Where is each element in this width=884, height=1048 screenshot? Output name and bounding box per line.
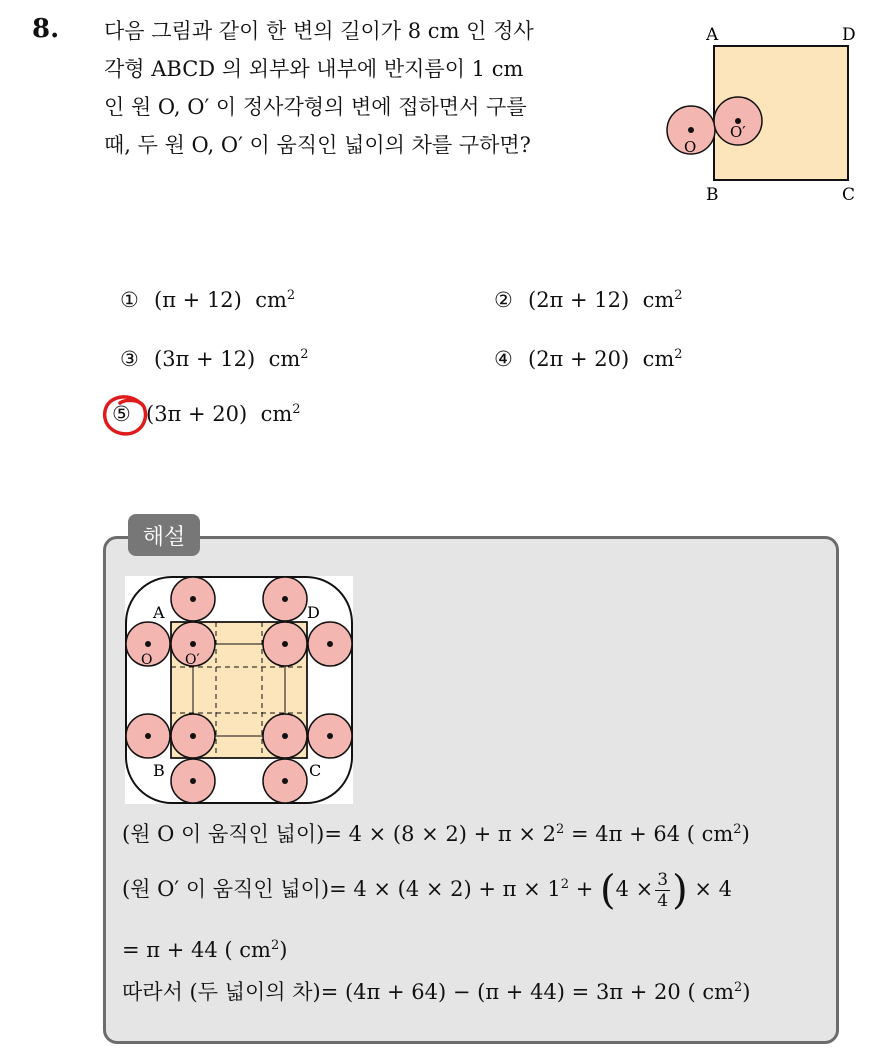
label-o: O (684, 138, 697, 156)
answer-circle-mark (100, 393, 152, 439)
label-c: C (842, 185, 856, 205)
question-text (104, 12, 644, 164)
question-line: 인 원 O, O′ 이 정사각형의 변에 접하면서 구를 (104, 95, 527, 119)
circle-o-center (688, 127, 694, 133)
solution-figure (125, 576, 353, 804)
solution-line-4: 따라서 (두 넓이의 차)= (4π + 64) − (π + 44) = 3π + 20 ( $cm^2$) (122, 980, 751, 1004)
label-b: B (706, 185, 719, 205)
label-a: A (706, 25, 719, 45)
solution-tag: 해설 (128, 514, 200, 556)
label-o: O (141, 652, 153, 668)
question-number: 8. (32, 14, 60, 44)
label-d: D (307, 603, 320, 622)
square-figure (664, 20, 874, 210)
solution-line-1: (원 O 이 움직인 넓이)= $4 \times (8 \times 2) + \pi \times 2^2 = 4\pi + 64$ ( $cm^2$) (122, 822, 750, 846)
label-b: B (153, 761, 165, 780)
label-a: A (153, 603, 165, 622)
label-c: C (309, 761, 322, 780)
choice-3[interactable]: ③ (3π + 12) $cm^2$ (120, 347, 309, 371)
choice-2[interactable]: ② (2π + 12) $cm^2$ (494, 288, 683, 312)
choice-1[interactable]: ① (π + 12) $cm^2$ (120, 288, 296, 312)
question-line: 다음 그림과 같이 한 변의 길이가 8 cm 인 정사 (104, 19, 534, 43)
label-o-prime: O′ (730, 123, 746, 141)
choice-4[interactable]: ④ (2π + 20) $cm^2$ (494, 347, 683, 371)
label-o-prime: O′ (185, 652, 200, 668)
question-line: 각형 ABCD 의 외부와 내부에 반지름이 1 cm (104, 57, 524, 81)
solution-line-3: = π + 44 ( $cm^2$) (122, 938, 288, 962)
label-d: D (842, 25, 856, 45)
choice-5[interactable]: ⑤ (3π + 20) $cm^2$ (112, 402, 301, 426)
question-line: 때, 두 원 O, O′ 이 움직인 넓이의 차를 구하면? (104, 133, 531, 157)
solution-line-2: (원 O′ 이 움직인 넓이)= $4 \times (4 \times 2) + \pi \times 1^2 + (4$ × $\frac{3}{4}$ ) × 4 (122, 867, 732, 914)
